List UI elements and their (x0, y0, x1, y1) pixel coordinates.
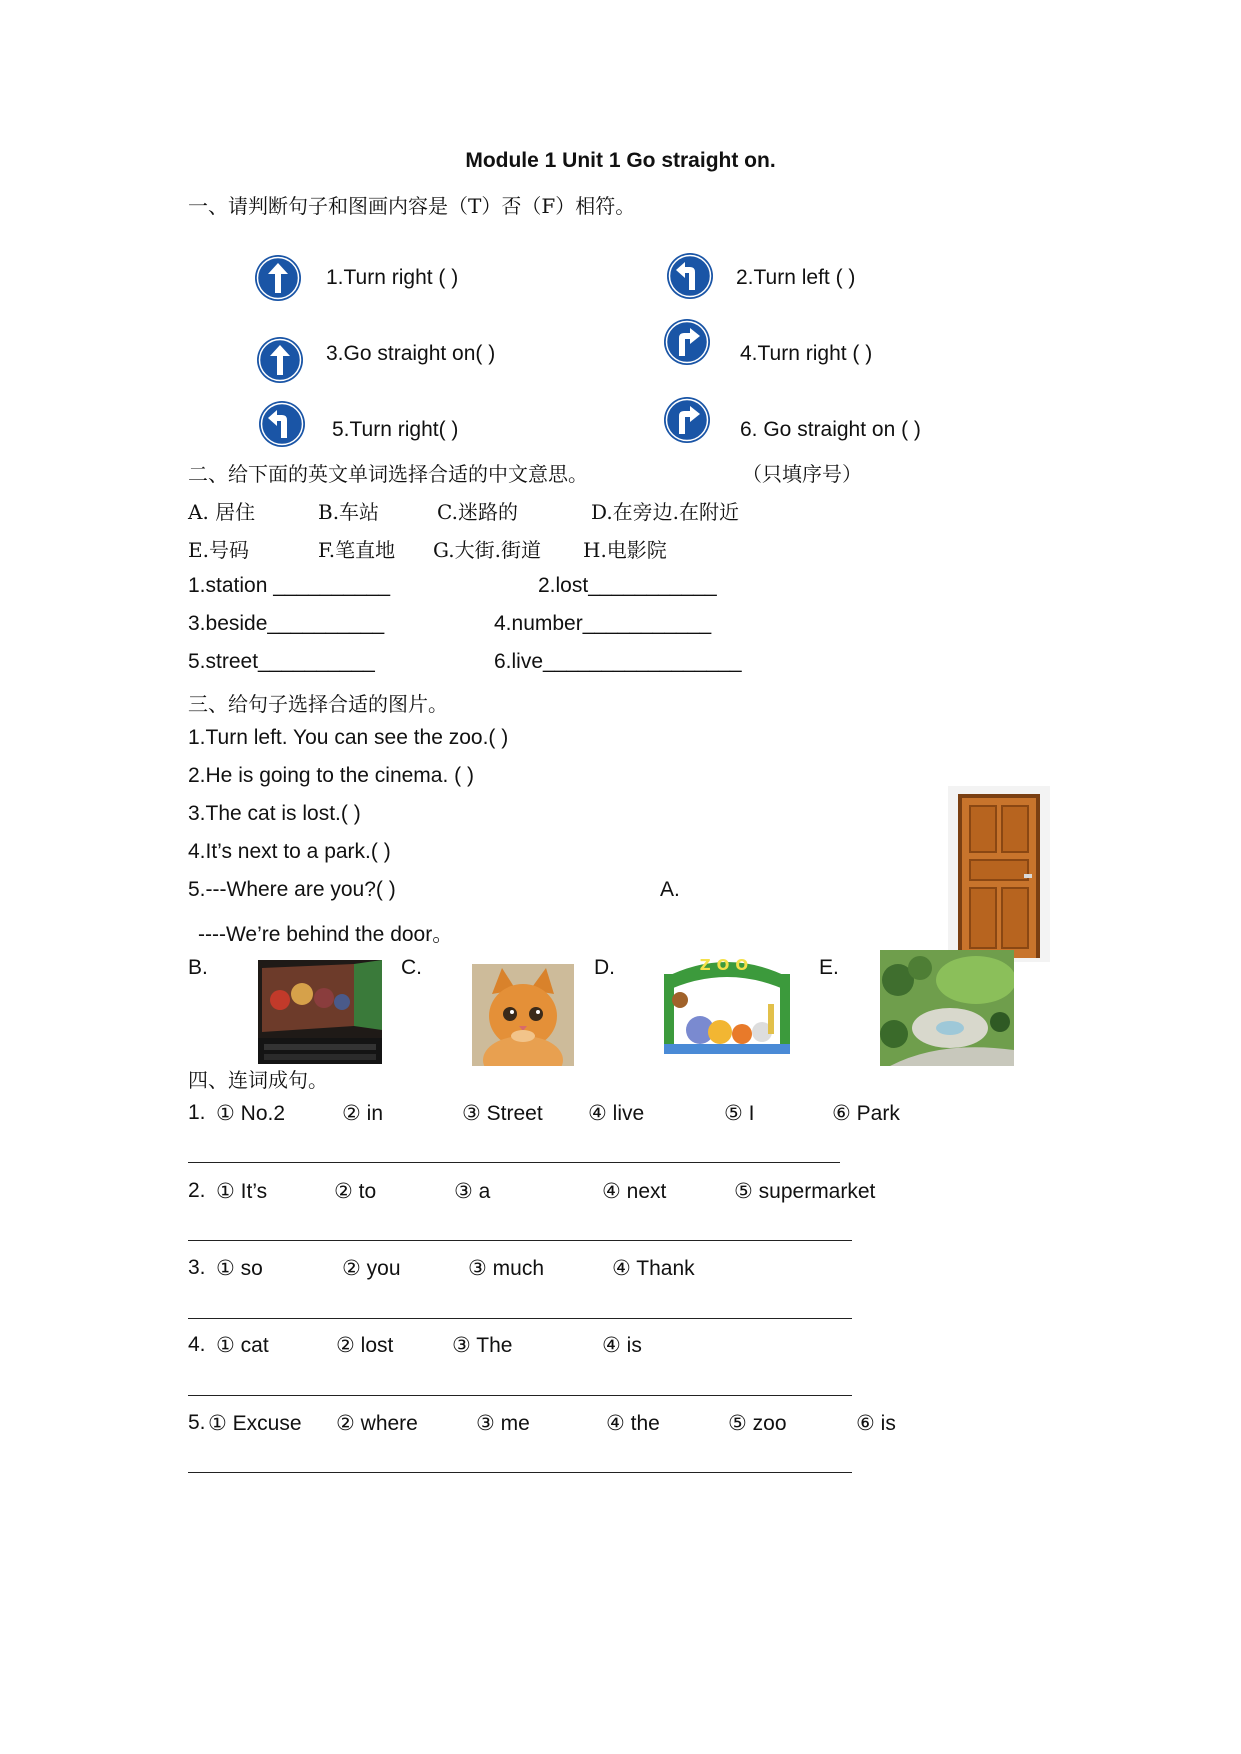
option-f: F.笔直地 (318, 538, 396, 562)
s3-sentence-5: 5.---Where are you?( ) (188, 878, 396, 901)
s4-row-2-word-2: ② to (334, 1180, 377, 1203)
turn-right-icon (663, 318, 711, 366)
word-1: 1.station __________ (188, 574, 391, 597)
word-3: 3.beside__________ (188, 612, 385, 635)
answer-line-4[interactable] (188, 1395, 852, 1396)
s1-item-6: 6. Go straight on ( ) (740, 418, 921, 441)
s4-row-4-word-3: ③ The (452, 1334, 513, 1357)
s4-row-2-word-3: ③ a (454, 1180, 491, 1203)
word-4: 4.number___________ (494, 612, 712, 635)
s4-row-3-word-2: ② you (342, 1257, 401, 1280)
answer-line-2[interactable] (188, 1240, 852, 1241)
word-6: 6.live_________________ (494, 650, 742, 673)
s4-row-5-num: 5. (188, 1411, 206, 1434)
option-e: E.号码 (188, 538, 249, 562)
s3-sentence-2: 2.He is going to the cinema. ( ) (188, 764, 474, 787)
s1-item-2: 2.Turn left ( ) (736, 266, 856, 289)
s4-row-3-word-4: ④ Thank (612, 1257, 695, 1280)
s4-row-2-num: 2. (188, 1179, 206, 1202)
section2-note: （只填序号） (742, 462, 862, 486)
s1-item-1: 1.Turn right ( ) (326, 266, 459, 289)
word-5: 5.street__________ (188, 650, 375, 673)
zoo-sign-text: ZOO (699, 956, 755, 974)
kitten-picture (472, 964, 574, 1066)
picture-label-d: D. (594, 956, 615, 979)
s4-row-2-word-5: ⑤ supermarket (734, 1180, 876, 1203)
section3-heading: 三、给句子选择合适的图片。 (188, 692, 448, 716)
s4-row-1-word-2: ② in (342, 1102, 384, 1125)
turn-right-icon (663, 396, 711, 444)
s4-row-5-word-1: ① Excuse (208, 1412, 302, 1435)
option-g: G.大街.街道 (433, 538, 541, 562)
zoo-gate-picture (660, 952, 794, 1054)
answer-line-3[interactable] (188, 1318, 852, 1319)
s4-row-5-word-4: ④ the (606, 1412, 660, 1435)
s4-row-4-word-1: ① cat (216, 1334, 269, 1357)
s3-sentence-4: 4.It’s next to a park.( ) (188, 840, 391, 863)
s1-item-3: 3.Go straight on( ) (326, 342, 496, 365)
picture-label-a: A. (660, 878, 680, 901)
section1-heading: 一、请判断句子和图画内容是（T）否（F）相符。 (188, 194, 636, 218)
s4-row-1-num: 1. (188, 1101, 206, 1124)
s3-sentence-6: ----We’re behind the door。 (198, 923, 454, 946)
option-c: C.迷路的 (437, 500, 518, 524)
s4-row-1-word-4: ④ live (588, 1102, 645, 1125)
option-d: D.在旁边.在附近 (591, 500, 740, 524)
option-b: B.车站 (318, 500, 380, 524)
door-picture (948, 786, 1050, 962)
option-h: H.电影院 (583, 538, 667, 562)
s4-row-4-word-2: ② lost (336, 1334, 394, 1357)
s4-row-5-word-2: ② where (336, 1412, 418, 1435)
option-a: A. 居住 (188, 500, 256, 524)
s3-sentence-3: 3.The cat is lost.( ) (188, 802, 361, 825)
arrow-up-icon (256, 336, 304, 384)
section2-heading: 二、给下面的英文单词选择合适的中文意思。 (188, 462, 588, 486)
s3-sentence-1: 1.Turn left. You can see the zoo.( ) (188, 726, 509, 749)
s4-row-1-word-1: ① No.2 (216, 1102, 286, 1125)
s4-row-3-num: 3. (188, 1256, 206, 1279)
picture-label-b: B. (188, 956, 208, 979)
park-picture (880, 950, 1014, 1066)
s1-item-5: 5.Turn right( ) (332, 418, 459, 441)
s4-row-1-word-6: ⑥ Park (832, 1102, 900, 1125)
section4-heading: 四、连词成句。 (188, 1068, 328, 1092)
word-2: 2.lost___________ (538, 574, 717, 597)
s1-item-4: 4.Turn right ( ) (740, 342, 873, 365)
answer-line-1[interactable] (188, 1162, 840, 1163)
arrow-up-icon (254, 254, 302, 302)
turn-left-icon (666, 252, 714, 300)
turn-left-icon (258, 400, 306, 448)
page-title: Module 1 Unit 1 Go straight on. (465, 149, 776, 172)
s4-row-2-word-1: ① It’s (216, 1180, 268, 1203)
s4-row-1-word-5: ⑤ I (724, 1102, 755, 1125)
cinema-picture (258, 960, 382, 1064)
s4-row-5-word-5: ⑤ zoo (728, 1412, 787, 1435)
s4-row-4-num: 4. (188, 1333, 206, 1356)
s4-row-3-word-3: ③ much (468, 1257, 545, 1280)
picture-label-e: E. (819, 956, 839, 979)
s4-row-2-word-4: ④ next (602, 1180, 667, 1203)
s4-row-5-word-3: ③ me (476, 1412, 530, 1435)
s4-row-4-word-4: ④ is (602, 1334, 642, 1357)
answer-line-5[interactable] (188, 1472, 852, 1473)
s4-row-5-word-6: ⑥ is (856, 1412, 896, 1435)
picture-label-c: C. (401, 956, 422, 979)
s4-row-3-word-1: ① so (216, 1257, 263, 1280)
s4-row-1-word-3: ③ Street (462, 1102, 543, 1125)
